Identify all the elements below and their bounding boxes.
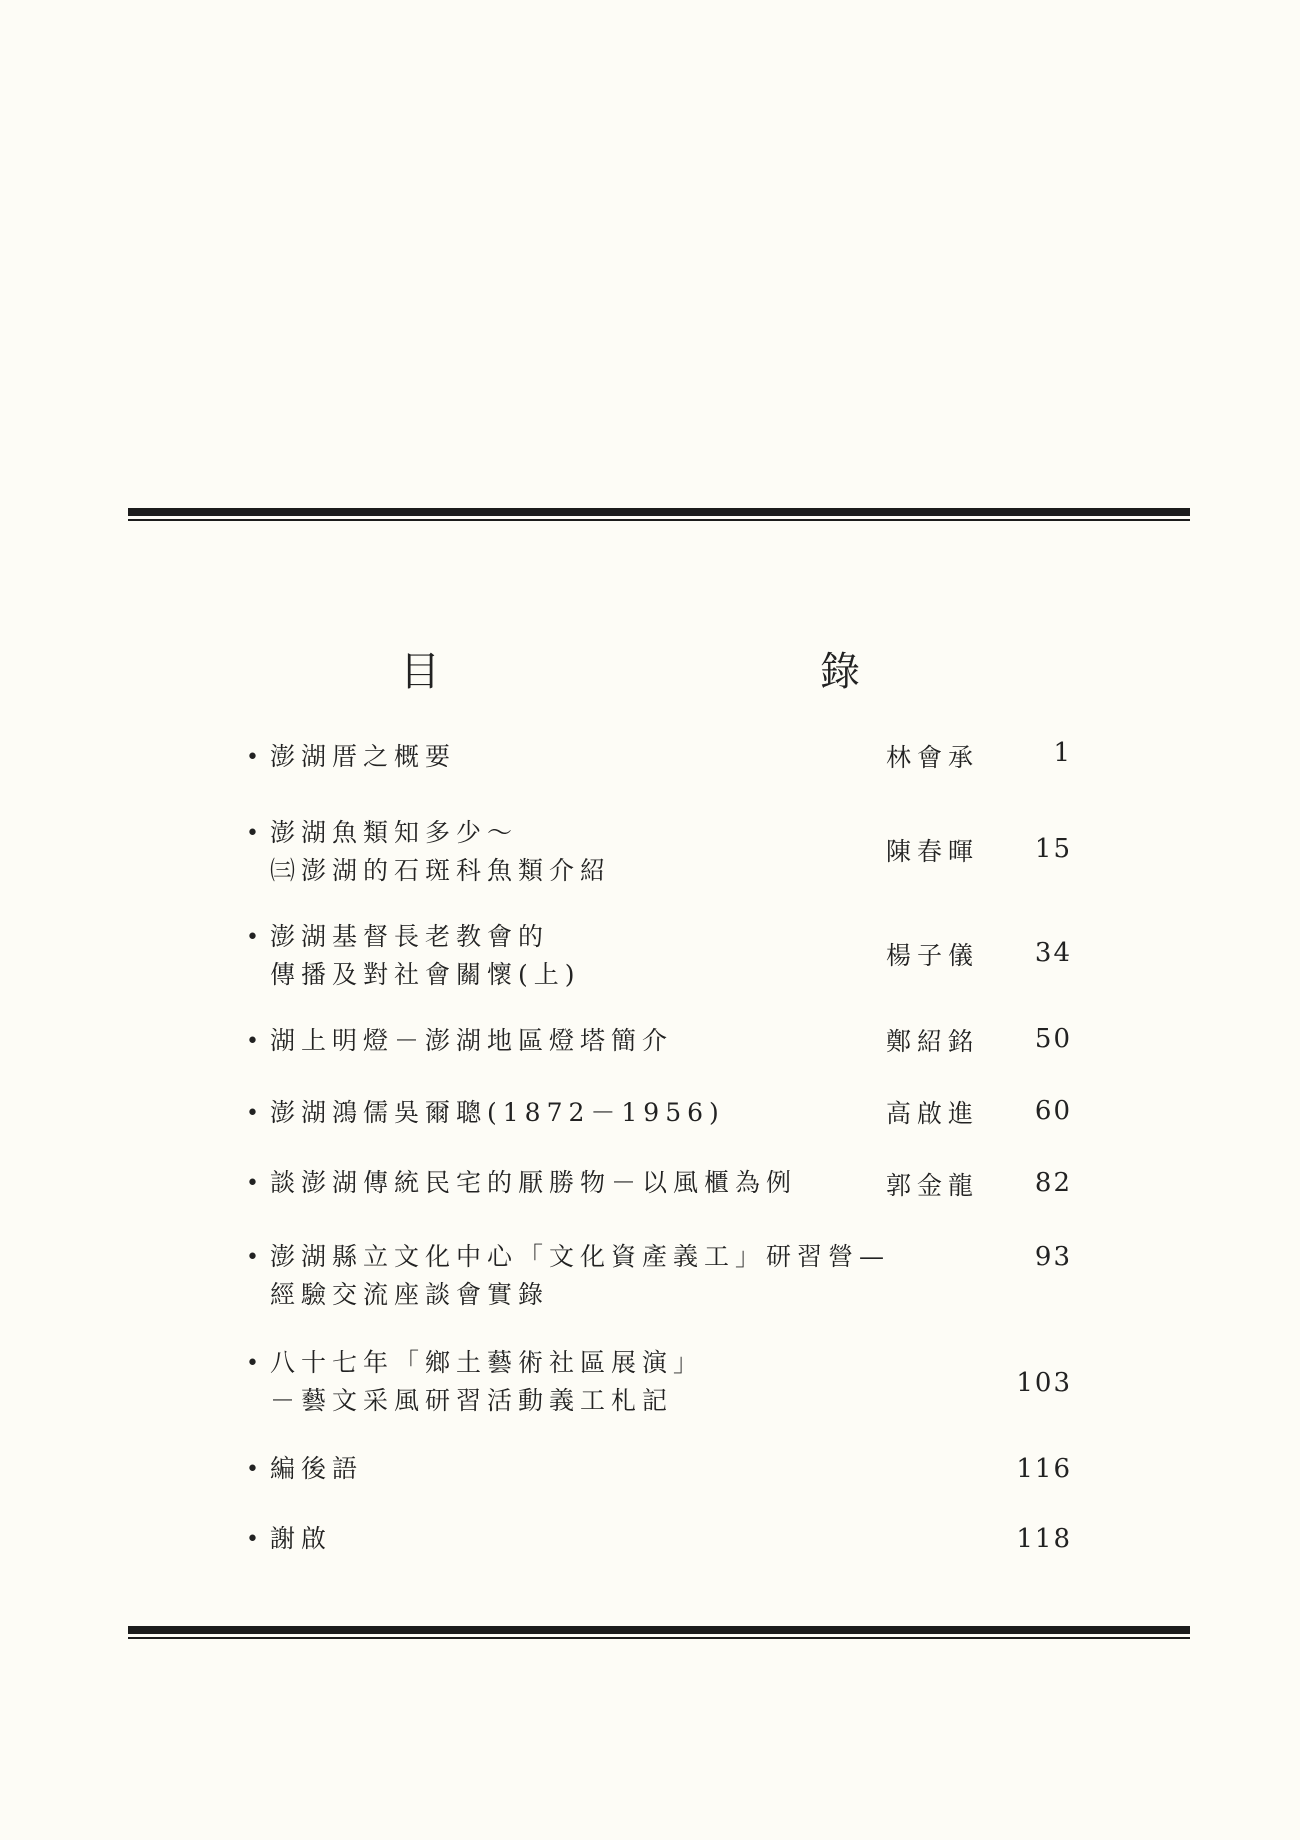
bullet-icon: • — [246, 1101, 259, 1126]
bullet-icon: • — [246, 1245, 259, 1270]
toc-entry-title-line: 談澎湖傳統民宅的厭勝物－以風櫃為例 — [270, 1168, 798, 1197]
toc-entry-title-line: 傳播及對社會關懷(上) — [270, 960, 581, 989]
toc-entry-page-number: 15 — [1034, 834, 1072, 864]
toc-entry-title-line: ㈢澎湖的石斑科魚類介紹 — [270, 856, 612, 885]
toc-entry-title — [270, 918, 950, 994]
bullet-icon: • — [246, 925, 259, 950]
toc-entry-author: 林會承 — [886, 743, 980, 772]
toc-entry-title-line: 編後語 — [270, 1454, 364, 1483]
toc-entry-title-line: 澎湖縣立文化中心「文化資產義工」研習營— — [270, 1242, 891, 1271]
toc-entry-title-line: 澎湖鴻儒吳爾聰(1872－1956) — [270, 1098, 725, 1127]
toc-entry-title-line: 澎湖厝之概要 — [270, 742, 457, 771]
toc-entry-page-number: 1 — [1053, 738, 1072, 768]
toc-entry-title-line: 澎湖基督長老教會的 — [270, 922, 550, 951]
bullet-icon: • — [246, 1527, 259, 1552]
toc-entry-title — [270, 738, 950, 776]
toc-entry-page-number: 103 — [1016, 1368, 1072, 1398]
toc-entry-page-number: 82 — [1034, 1168, 1072, 1198]
toc-entry-page-number: 34 — [1034, 938, 1072, 968]
toc-entry-title — [270, 1450, 950, 1488]
toc-entry-page-number: 93 — [1034, 1242, 1072, 1272]
bottom-double-rule — [128, 1626, 1190, 1639]
toc-entry-title — [270, 1022, 950, 1060]
toc-entry-title-line: 八十七年「鄉土藝術社區展演」 — [270, 1348, 705, 1377]
toc-entry-author: 郭金龍 — [886, 1171, 980, 1200]
toc-entry-title — [270, 814, 950, 890]
bullet-icon: • — [246, 1171, 259, 1196]
toc-entry-title — [270, 1520, 950, 1558]
toc-entry-page-number: 118 — [1016, 1524, 1072, 1554]
toc-entry-title — [270, 1164, 950, 1202]
toc-entry-title-line: 謝啟 — [270, 1524, 333, 1553]
toc-entry-page-number: 116 — [1016, 1454, 1072, 1484]
toc-entry-title-line: 經驗交流座談會實錄 — [270, 1280, 550, 1309]
bullet-icon: • — [246, 1029, 259, 1054]
toc-entry-title — [270, 1344, 950, 1420]
toc-entry-author: 鄭紹銘 — [886, 1027, 980, 1056]
toc-entry-title-line: 澎湖魚類知多少～ — [270, 818, 519, 847]
bullet-icon: • — [246, 821, 259, 846]
toc-entry-title-line: 湖上明燈－澎湖地區燈塔簡介 — [270, 1026, 674, 1055]
toc-entry-author: 楊子儀 — [886, 941, 980, 970]
toc-entry-author: 高啟進 — [886, 1099, 980, 1128]
toc-entry-title — [270, 1238, 950, 1314]
toc-entry-title-line: －藝文采風研習活動義工札記 — [270, 1386, 674, 1415]
bullet-icon: • — [246, 745, 259, 770]
page-title: 目 錄 — [400, 649, 960, 695]
bullet-icon: • — [246, 1457, 259, 1482]
toc-entry-author: 陳春暉 — [886, 837, 980, 866]
toc-entry-page-number: 60 — [1034, 1096, 1072, 1126]
toc-entry-title — [270, 1094, 950, 1132]
toc-entry-page-number: 50 — [1034, 1024, 1072, 1054]
bullet-icon: • — [246, 1351, 259, 1376]
